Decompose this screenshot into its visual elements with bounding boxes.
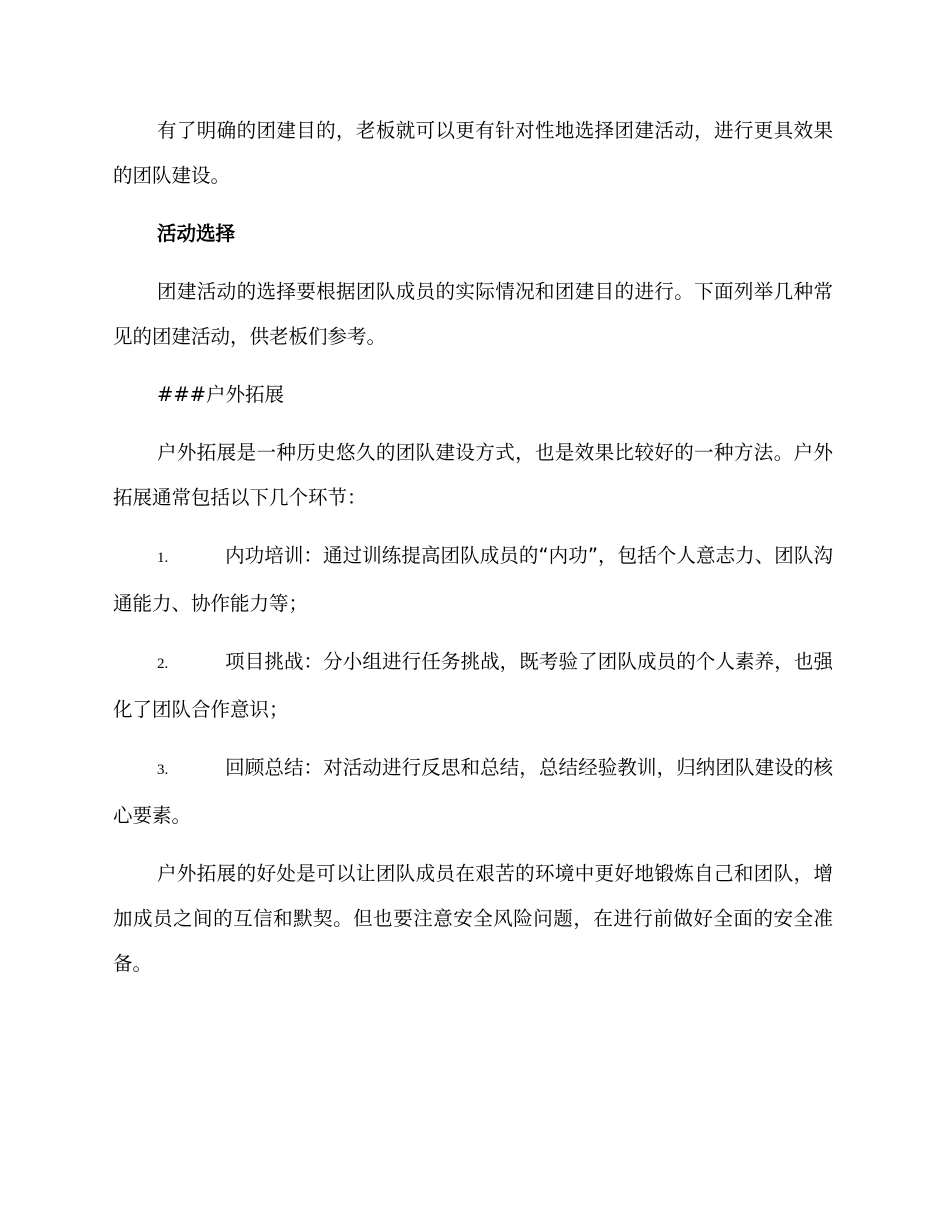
intro-paragraph: 有了明确的团建目的，老板就可以更有针对性地选择团建活动，进行更具效果的团队建设。	[113, 119, 833, 187]
outdoor-training-paragraph: 户外拓展是一种历史悠久的团队建设方式，也是效果比较好的一种方法。户外拓展通常包括以下几个环节：	[113, 441, 833, 509]
list-item-number: 2.	[157, 656, 169, 672]
list-item-text: 项目挑战：分小组进行任务挑战，既考验了团队成员的个人素养，也强化了团队合作意识；	[113, 650, 833, 721]
benefits-paragraph: 户外拓展的好处是可以让团队成员在艰苦的环境中更好地锻炼自己和团队，增加成员之间的互信和默契。但也要注意安全风险问题，在进行前做好全面的安全准备。	[113, 862, 833, 975]
list-item	[113, 533, 833, 626]
subheading-outdoor-training: ###户外拓展	[157, 383, 285, 406]
section-heading-activity-selection: 活动选择	[157, 222, 236, 245]
list-item	[113, 745, 833, 838]
activity-selection-paragraph: 团建活动的选择要根据团队成员的实际情况和团建目的进行。下面列举几种常见的团建活动，供老板们参考。	[113, 280, 833, 348]
document-body	[113, 108, 833, 999]
list-item	[113, 639, 833, 732]
list-item-number: 1.	[157, 550, 169, 566]
list-item-text: 回顾总结：对活动进行反思和总结，总结经验教训，归纳团队建设的核心要素。	[113, 756, 833, 827]
list-item-text: 内功培训：通过训练提高团队成员的“内功”，包括个人意志力、团队沟通能力、协作能力等；	[113, 544, 833, 615]
list-item-number: 3.	[157, 762, 169, 778]
